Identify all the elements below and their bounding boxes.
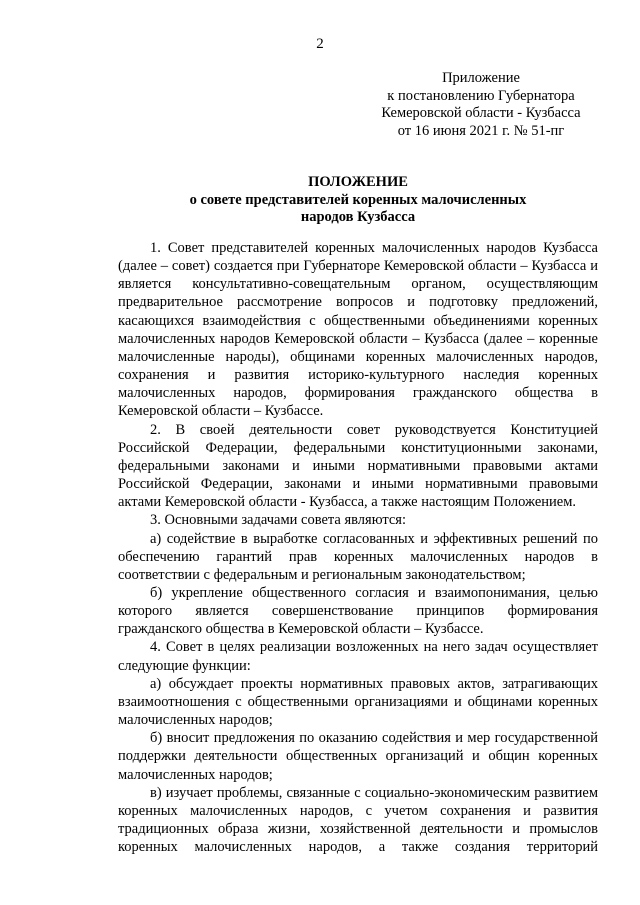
- paragraph-3: 3. Основными задачами совета являются:: [150, 512, 406, 529]
- paragraph-4: 4. Совет в целях реализации возложенных на него задач осуществляет следующие функции:: [118, 639, 598, 674]
- appendix-block: [360, 70, 602, 140]
- title-heading: ПОЛОЖЕНИЕ: [308, 174, 408, 190]
- paragraph-1: 1. Совет представителей коренных малочисленных народов Кузбасса (далее – совет) создается при Губернаторе Кемеровской области – Кузбасса и является консультативно-совещательным органом, осуществляющим предварительное рассмотрение вопросов и подготовку предложений, касающихся взаимодействия с общественными объединениями коренных малочисленных народов Кемеровской области – Кузбасса (далее – коренные малочисленные народы), общинами коренных малочисленных народов, сохранения и развития историко-культурного наследия коренных малочисленных народов, формирования гражданского общества в Кемеровской области – Кузбассе.: [118, 240, 598, 420]
- paragraph-4b: б) вносит предложения по оказанию содействия и мер государственной поддержки деятельности общественных организаций и общин коренных малочисленных народов;: [118, 730, 598, 783]
- title-subtitle-line: народов Кузбасса: [300, 209, 416, 225]
- paragraph-3a: а) содействие в выработке согласованных и эффективных решений по обеспечению гарантий прав коренных малочисленных народов в соответствии с федеральным и региональным законодательством;: [118, 530, 598, 583]
- appendix-line: от 16 июня 2021 г. № 51-пг: [397, 122, 565, 139]
- appendix-line: Приложение: [442, 70, 520, 86]
- document-title: [118, 174, 598, 227]
- title-subtitle-line: о совете представителей коренных малочисленных: [189, 191, 527, 208]
- document-body: [118, 239, 598, 856]
- paragraph-4a: а) обсуждает проекты нормативных правовых актов, затрагивающих взаимоотношения с общественными организациями и общинами коренных малочисленных народов;: [118, 675, 598, 729]
- paragraph-3b: б) укрепление общественного согласия и взаимопонимания, целью которого является совершенствование принципов формирования гражданского общества в Кемеровской области – Кузбассе.: [118, 584, 598, 638]
- appendix-line: Кемеровской области - Кузбасса: [381, 105, 581, 121]
- appendix-line: к постановлению Губернатора: [387, 87, 575, 104]
- paragraph-2: 2. В своей деятельности совет руководствуется Конституцией Российской Федерации, федеральными конституционными законами, федеральными законами и иными нормативными правовыми актами Российской Федерации, законами и иными нормативными правовыми актами Кемеровской области - Кузбасса, а также настоящим Положением.: [118, 421, 598, 511]
- paragraph-4c: в) изучает проблемы, связанные с социально-экономическим развитием коренных малочисленных народов, с учетом сохранения и развития традиционных образа жизни, хозяйственной деятельности и промыслов коренных малочисленных народов, а также создания территорий: [118, 784, 598, 856]
- page-number: 2: [316, 36, 324, 52]
